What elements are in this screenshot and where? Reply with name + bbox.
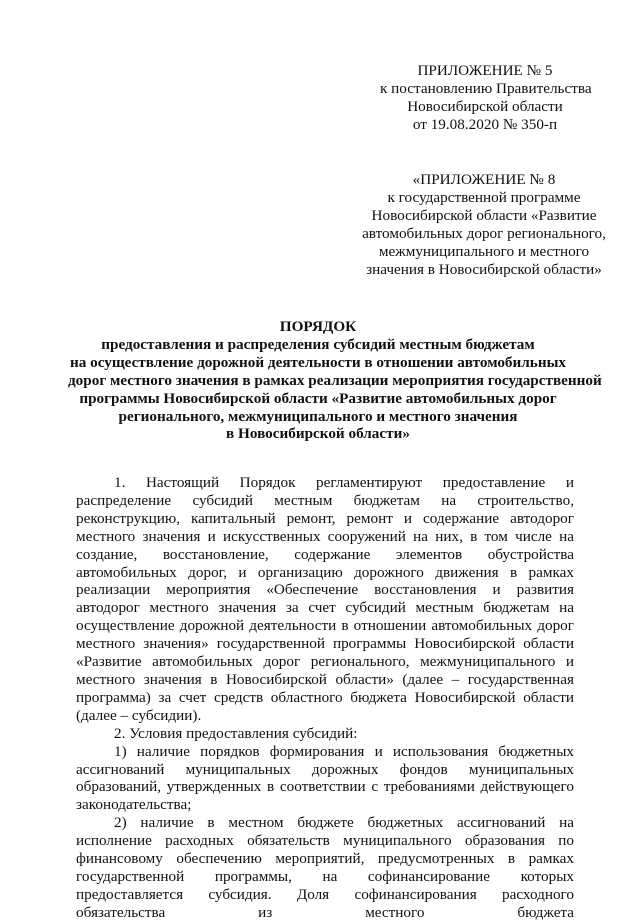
paragraph-3: 1) наличие порядков формирования и использования бюджетных ассигнований муниципальных дорожных фондов муниципальных образований, утвержденных в соответствии с требованиями действующего законодательства; [76,742,574,814]
appendix-5-number: ПРИЛОЖЕНИЕ № 5 [417,62,553,79]
appendix-5-date: от 19.08.2020 № 350-п [412,116,558,133]
paragraph-4: 2) наличие в местном бюджете бюджетных ассигнований на исполнение расходных обязательств муниципального образования по финансовому обеспечению мероприятий, предусмотренных в рамках государственной программы, на софинансирование которых предоставляется субсидия. Доля софинансирования расходного обязательства из местного бюджета [76,814,574,921]
appendix-8-header [340,171,628,279]
appendix-8-program-line-5: межмуниципального и местного [378,243,590,260]
appendix-5-resolution: к постановлению Правительства [380,80,592,97]
title-line-2: на осуществление дорожной деятельности в отношении автомобильных [69,353,567,371]
appendix-5-header [380,62,590,134]
document-body [76,474,574,922]
appendix-8-program-line-6: значения в Новосибирской области» [366,261,602,278]
appendix-8-program-line-3: Новосибирской области «Развитие [371,207,597,224]
title-line-5: регионального, межмуниципального и местного значения [118,407,518,425]
document-title [68,318,602,443]
appendix-8-number: «ПРИЛОЖЕНИЕ № 8 [412,171,556,188]
appendix-8-program-line-4: автомобильных дорог регионального, [362,225,606,242]
appendix-8-program: к государственной программе [387,189,581,206]
title-line-4: программы Новосибирской области «Развитие автомобильных дорог [79,389,557,407]
title-line-1: предоставления и распределения субсидий местным бюджетам [101,335,535,353]
paragraph-2: 2. Условия предоставления субсидий: [114,724,358,742]
title-heading: ПОРЯДОК [279,318,357,335]
appendix-5-region: Новосибирской области [407,98,563,115]
title-line-3: дорог местного значения в рамках реализации мероприятия государственной [68,371,602,389]
title-line-6: в Новосибирской области» [226,425,410,443]
paragraph-1: 1. Настоящий Порядок регламентируют предоставление и распределение субсидий местным бюджетам на строительство, реконструкцию, капитальный ремонт, ремонт и содержание автодорог местного значения и искусственных сооружений на них, в том числе на создание, восстановление, содержание элементов обустройства автомобильных дорог, и организацию дорожного движения в рамках реализации мероприятия «Обеспечение восстановления и развития автодорог местного значения за счет субсидий местным бюджетам на осуществление дорожной деятельности в отношении автомобильных дорог местного значения» государственной программы Новосибирской области «Развитие автомобильных дорог регионального, межмуниципального и местного значения в Новосибирской области» (далее – государственная программа) за счет средств областного бюджета Новосибирской области (далее – субсидии). [76,474,574,724]
